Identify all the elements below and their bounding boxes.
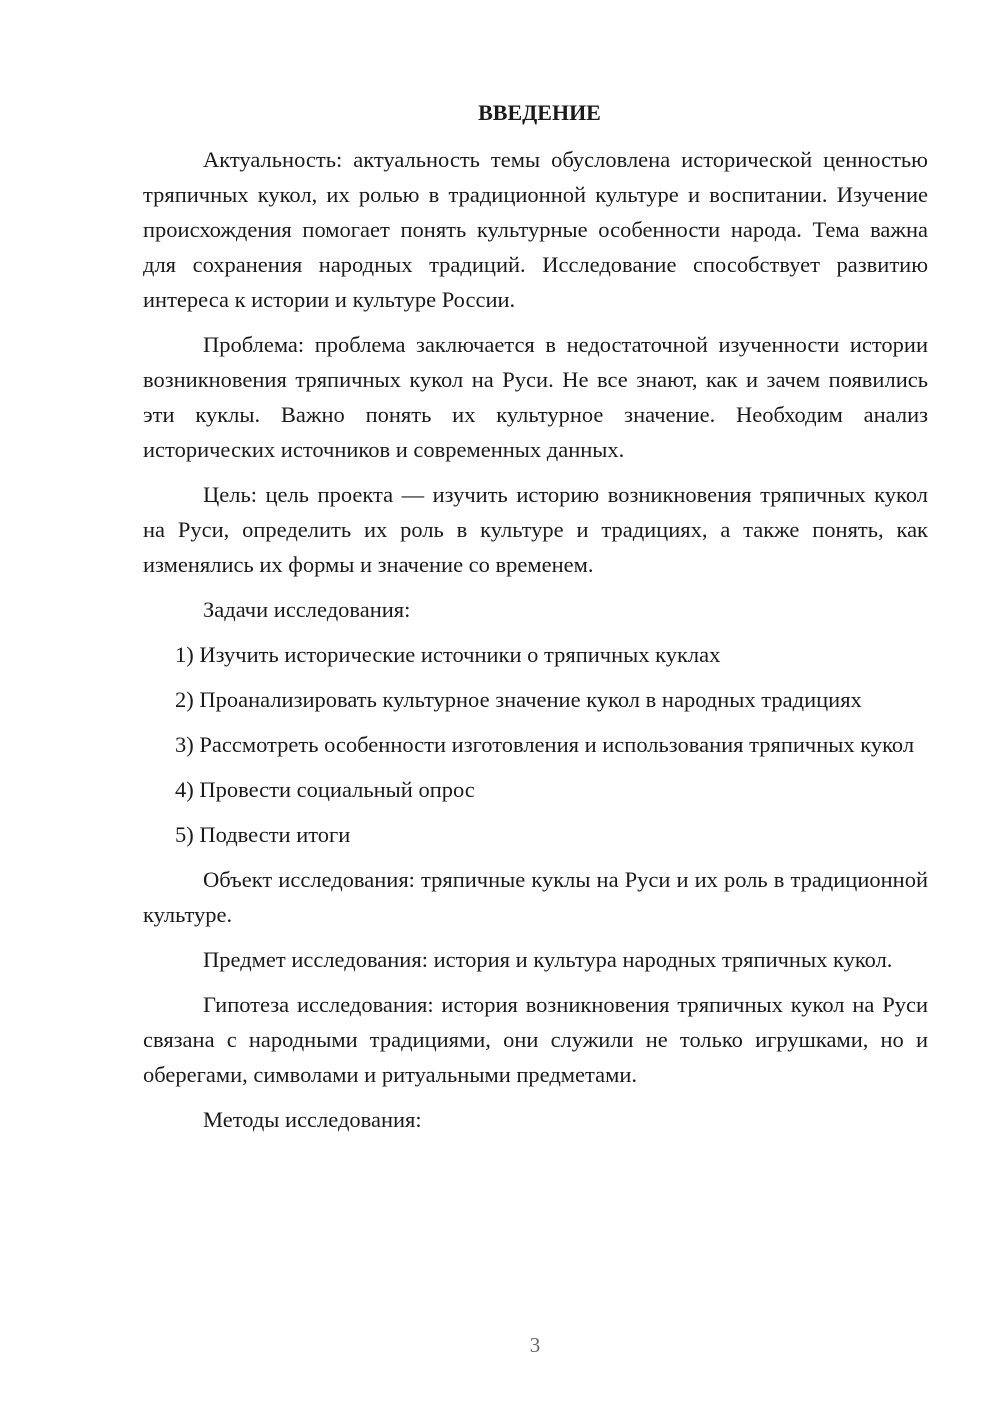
subject-paragraph: Предмет исследования: история и культура народных тряпичных кукол. <box>203 947 893 972</box>
relevance-paragraph: Актуальность: актуальность темы обусловлена исторической ценностью тряпичных кукол, их ролью в традиционной культуре и воспитании. Изучение происхождения помогает понять культурные особенности народа. Тема важна для сохранения народных традиций. Исследование способствует развитию интереса к истории и культуре России. <box>143 147 928 312</box>
methods-intro: Методы исследования: <box>203 1107 422 1132</box>
task-item-1: 1) Изучить исторические источники о тряпичных куклах <box>175 642 721 667</box>
problem-paragraph: Проблема: проблема заключается в недостаточной изученности истории возникновения тряпичных кукол на Руси. Не все знают, как и зачем появились эти куклы. Важно понять их культурное значение. Необходим анализ исторических источников и современных данных. <box>143 332 928 462</box>
object-paragraph: Объект исследования: тряпичные куклы на Руси и их роль в традиционной культуре. <box>143 867 928 927</box>
page-number: 3 <box>529 1333 541 1357</box>
page-content <box>143 95 928 1147</box>
section-heading: ВВЕДЕНИЕ <box>478 100 601 125</box>
task-item-4: 4) Провести социальный опрос <box>175 777 475 802</box>
goal-paragraph: Цель: цель проекта — изучить историю возникновения тряпичных кукол на Руси, определить их роль в культуре и традициях, а также понять, как изменялись их формы и значение со временем. <box>143 482 928 577</box>
tasks-intro: Задачи исследования: <box>203 597 411 622</box>
task-item-2: 2) Проанализировать культурное значение кукол в народных традициях <box>175 687 862 712</box>
task-item-5: 5) Подвести итоги <box>175 822 351 847</box>
hypothesis-paragraph: Гипотеза исследования: история возникновения тряпичных кукол на Руси связана с народными традициями, они служили не только игрушками, но и оберегами, символами и ритуальными предметами. <box>143 992 928 1087</box>
task-item-3: 3) Рассмотреть особенности изготовления и использования тряпичных кукол <box>175 732 915 757</box>
